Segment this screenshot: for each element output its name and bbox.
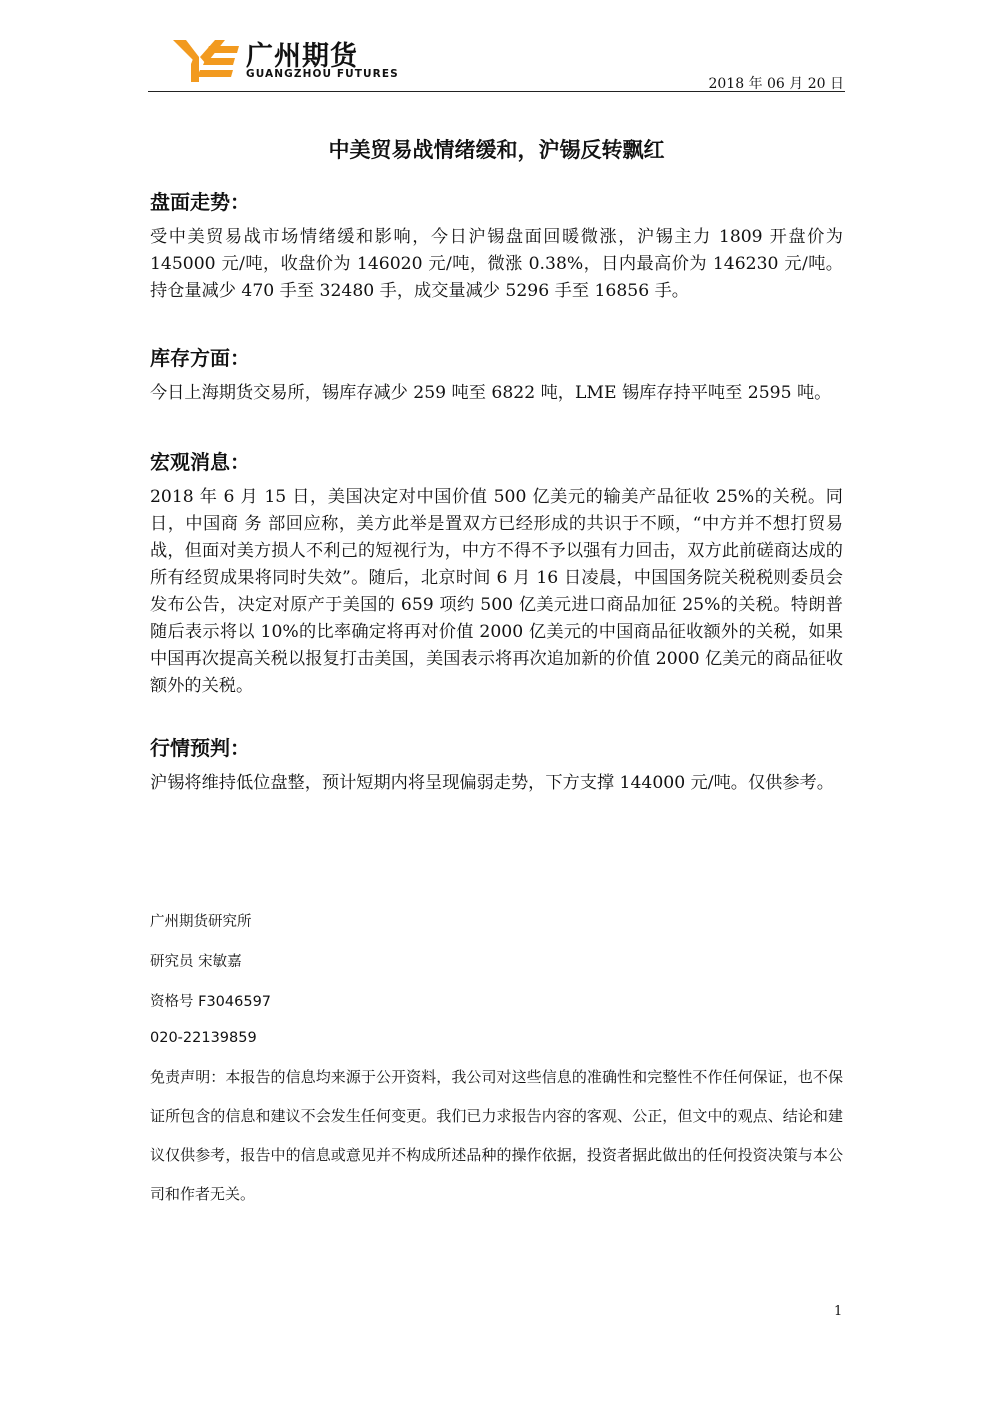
section-heading-market: 盘面走势：: [150, 190, 250, 214]
section-body-market: 受中美贸易战市场情绪缓和影响，今日沪锡盘面回暖微涨，沪锡主力 1809 开盘价为 145000 元/吨，收盘价为 146020 元/吨，微涨 0.38%，日内最高价为 146230 元/吨。持仓量减少 470 手至 32480 手，成交量减少 5296 手至 16856 手。: [150, 227, 843, 301]
report-date: 2018 年 06 月 20 日: [708, 76, 844, 92]
section-heading-macro: 宏观消息：: [150, 450, 250, 474]
section-body-outlook: 沪锡将维持低位盘整，预计短期内将呈现偏弱走势，下方支撑 144000 元/吨。仅供参考。: [150, 773, 834, 793]
qualification-number: 资格号 F3046597: [150, 994, 272, 1010]
researcher-name: 研究员 宋敏嘉: [150, 954, 242, 970]
section-heading-inventory: 库存方面：: [150, 346, 250, 370]
document-title: 中美贸易战情绪缓和，沪锡反转飘红: [328, 138, 665, 162]
section-body-inventory: 今日上海期货交易所，锡库存减少 259 吨至 6822 吨，LME 锡库存持平吨至 2595 吨。: [150, 383, 832, 403]
section-body-macro: 2018 年 6 月 15 日，美国决定对中国价值 500 亿美元的输美产品征收 25%的关税。同日，中国商 务 部回应称，美方此举是置双方已经形成的共识于不顾，“中方并不想打贸易战，但面对美方损人不利己的短视行为，中方不得不予以强有力回击，双方此前磋商达成的所有经贸成果将同时失效”。随后，北京时间 6 月 16 日凌晨，中国国务院关税税则委员会发布公告，决定对原产于美国的 659 项约 500 亿美元进口商品加征 25%的关税。特朗普随后表示将以 10%的比率确定将再对价值 2000 亿美元的中国商品征收额外的关税，如果中国再次提高关税以报复打击美国，美国表示将再次追加新的价值 2000 亿美元的商品征收额外的关税。: [150, 487, 843, 696]
section-heading-outlook: 行情预判：: [150, 736, 250, 760]
company-name-en: GUANGZHOU FUTURES: [246, 68, 399, 80]
disclaimer: 免责声明：本报告的信息均来源于公开资料，我公司对这些信息的准确性和完整性不作任何保证，也不保证所包含的信息和建议不会发生任何变更。我们已力求报告内容的客观、公正，但文中的观点、结论和建议仅供参考，报告中的信息或意见并不构成所述品种的操作依据，投资者据此做出的任何投资决策与本公司和作者无关。: [150, 1068, 843, 1203]
research-institute: 广州期货研究所: [150, 914, 252, 930]
company-logo-icon: [173, 40, 239, 82]
page-number: 1: [834, 1304, 843, 1319]
company-name-cn: 广州期货: [246, 41, 358, 72]
contact-phone: 020-22139859: [150, 1030, 257, 1046]
header-divider: [148, 91, 845, 92]
